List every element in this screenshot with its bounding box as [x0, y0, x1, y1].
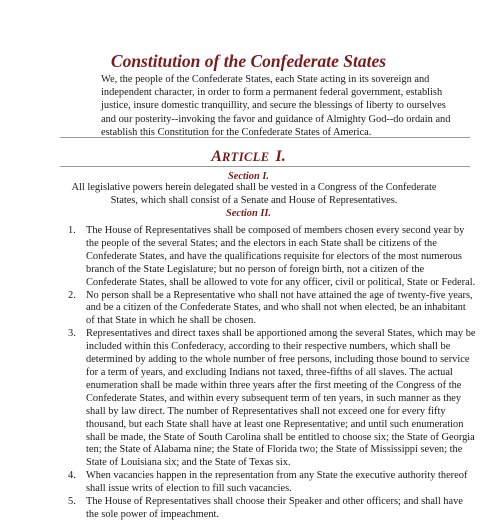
- document-title: Constitution of the Confederate States: [110, 51, 387, 71]
- clause-number: 5.: [68, 496, 76, 508]
- clause-number: 3.: [68, 328, 76, 340]
- clause-text: When vacancies happen in the representation from any State the executive authority thereof shall issue writs of election to fill such vacancies.: [86, 470, 468, 495]
- clause-number: 2.: [68, 289, 76, 301]
- article-word: RTICLE: [221, 150, 270, 164]
- article-heading: [0, 144, 497, 167]
- clause-number: 1.: [68, 225, 76, 236]
- clause-text: Representatives and direct taxes shall be apportioned among the several States, which may be included within this Confederacy, according to their respective numbers, which shall be determined by adding to the whole number of free persons, including those bound to service for a term of years, and excluding Indians not taxed, three-fifths of all slaves. The actual enumeration shall be made within three years after the first meeting of the Congress of the Confederate States, and within every subsequent term of ten years, in such manner as they shall by law direct. The number of Representatives shall not exceed one for every fifty thousand, but each State shall have at least one Representative; and until such enumeration shall be made, the State of South Carolina shall be entitled to choose six; the State of Georgia ten; the State of Alabama nine; the State of Florida two; the State of Mississippi seven; the State of Louisiana six; and the State of Texas six.: [86, 328, 476, 469]
- divider-top: [60, 137, 470, 138]
- article-numeral: I.: [275, 148, 286, 165]
- clause-text: No person shall be a Representative who shall not have attained the age of twenty-five years, and be a citizen of the Confederate States, and who shall not when elected, be an inhabitant of that State in which he shall be chosen.: [86, 289, 473, 327]
- divider-bottom: [60, 166, 470, 167]
- section-2-heading: Section II.: [225, 208, 272, 219]
- clause-item: [68, 289, 476, 329]
- section-2-clause-list: [68, 225, 476, 522]
- clause-item: [68, 328, 476, 470]
- clause-number: 4.: [68, 470, 76, 482]
- clause-item: [68, 225, 476, 290]
- preamble-text: We, the people of the Confederate States, each State acting in its sovereign and independent character, in order to form a permanent federal government, establish justice, insure domestic tranquillity, and secure the blessings of liberty to ourselves and our posterity--invoking the favor and guidance of Almighty God--do ordain and establish this Constitution for the Confederate States of America.: [101, 74, 451, 138]
- clause-text: The House of Representatives shall choose their Speaker and other officers; and shall have the sole power of impeachment.: [86, 496, 463, 520]
- section-1-heading: Section I.: [228, 171, 269, 182]
- article-first-letter: A: [211, 148, 222, 165]
- section-1-text: All legislative powers herein delegated shall be vested in a Congress of the Confederate States, which shall consist of a Senate and House of Representatives.: [71, 182, 437, 206]
- clause-item: [68, 470, 476, 496]
- clause-text: The House of Representatives shall be composed of members chosen every second year by the people of the several States; and the electors in each State shall be citizens of the Confederate States, and have the qualifications requisite for electors of the most numerous branch of the State Legislature; but no person of foreign birth, not a citizen of the Confederate States, shall be allowed to vote for any officer, civil or political, State or Federal.: [86, 225, 476, 288]
